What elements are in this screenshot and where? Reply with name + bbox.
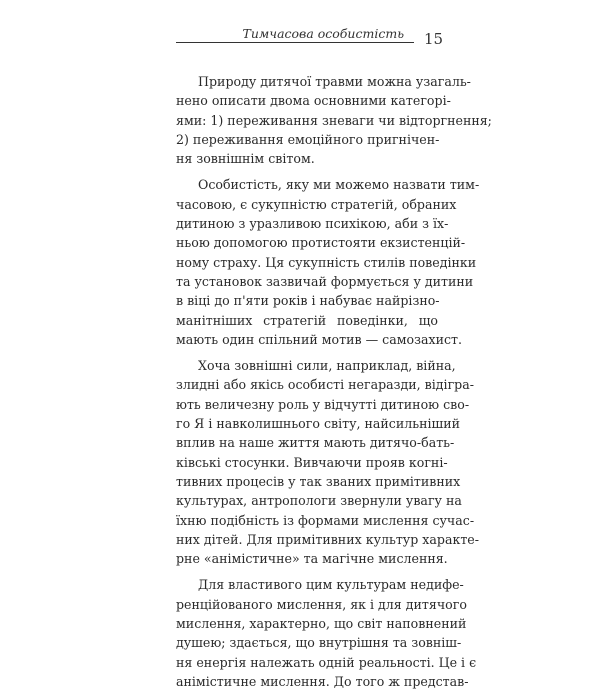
text-line: ньою допомогою протистояти екзистенцій- [176,235,466,251]
text-line: в віці до п'яти років і набуває найрізно- [176,293,440,309]
paragraph [176,72,492,168]
text-line: нено описати двома основними категорі- [176,93,451,109]
text-line: Для властивого цим культурам недифе- [198,577,464,593]
text-line: го Я і навколишнього світу, найсильніший [176,416,461,432]
text-line: ня зовнішнім світом. [176,151,315,167]
text-line: дитиною з уразливою психікою, аби з їх- [176,216,449,232]
text-line: Хоча зовнішні сили, наприклад, війна, [198,358,456,374]
text-line: Природу дитячої травми можна узагаль- [198,74,471,89]
text-line: мислення, характерно, що світ наповнений [176,616,467,632]
running-title: Тимчасова особистість [242,26,404,41]
text-line: Особистість, яку ми можемо назвати тим- [198,177,480,193]
paragraph [176,175,480,349]
body-text [176,72,492,698]
paragraph [176,356,480,568]
text-line: тивних процесів у так званих примітивних [176,473,461,489]
text-line: ківські стосунки. Вивчаючи прояв когні- [176,454,448,470]
text-line: ня енергія належать одній реальності. Це і є [176,654,477,670]
header-rule [176,42,414,43]
text-line: ють величезну роль у відчутті дитиною сво- [176,396,470,412]
text-line: манітніших стратегій поведінки, що [176,312,438,328]
text-line: часовою, є сукупністю стратегій, обраних [176,196,457,212]
text-line: рне «анімістичне» та магічне мислення. [176,551,448,567]
text-line: 2) переживання емоційного пригнічен- [176,131,440,147]
page-number: 15 [424,30,444,48]
text-line: вплив на наше життя мають дитячо-бать- [176,435,455,451]
text-line: їхню подібність із формами мислення сучас- [176,512,475,528]
text-line: них дітей. Для примітивних культур характе- [176,531,480,547]
text-line: душею; здається, що внутрішня та зовніш- [176,635,462,651]
paragraph [176,575,477,691]
text-line: культурах, антропологи звернули увагу на [176,493,462,509]
text-line: ному страху. Ця сукупність стилів поведінки [176,254,477,270]
text-line: злидні або якісь особисті негаразди, відігра- [176,377,474,393]
text-line: анімістичне мислення. До того ж представ- [176,673,469,689]
text-line: мають один спільний мотив — самозахист. [176,331,463,347]
text-line: ями: 1) переживання зневаги чи відторгнення; [176,112,492,128]
text-line: та установок зазвичай формується у дитини [176,273,474,289]
text-line: ренційованого мислення, як і для дитячого [176,596,467,612]
